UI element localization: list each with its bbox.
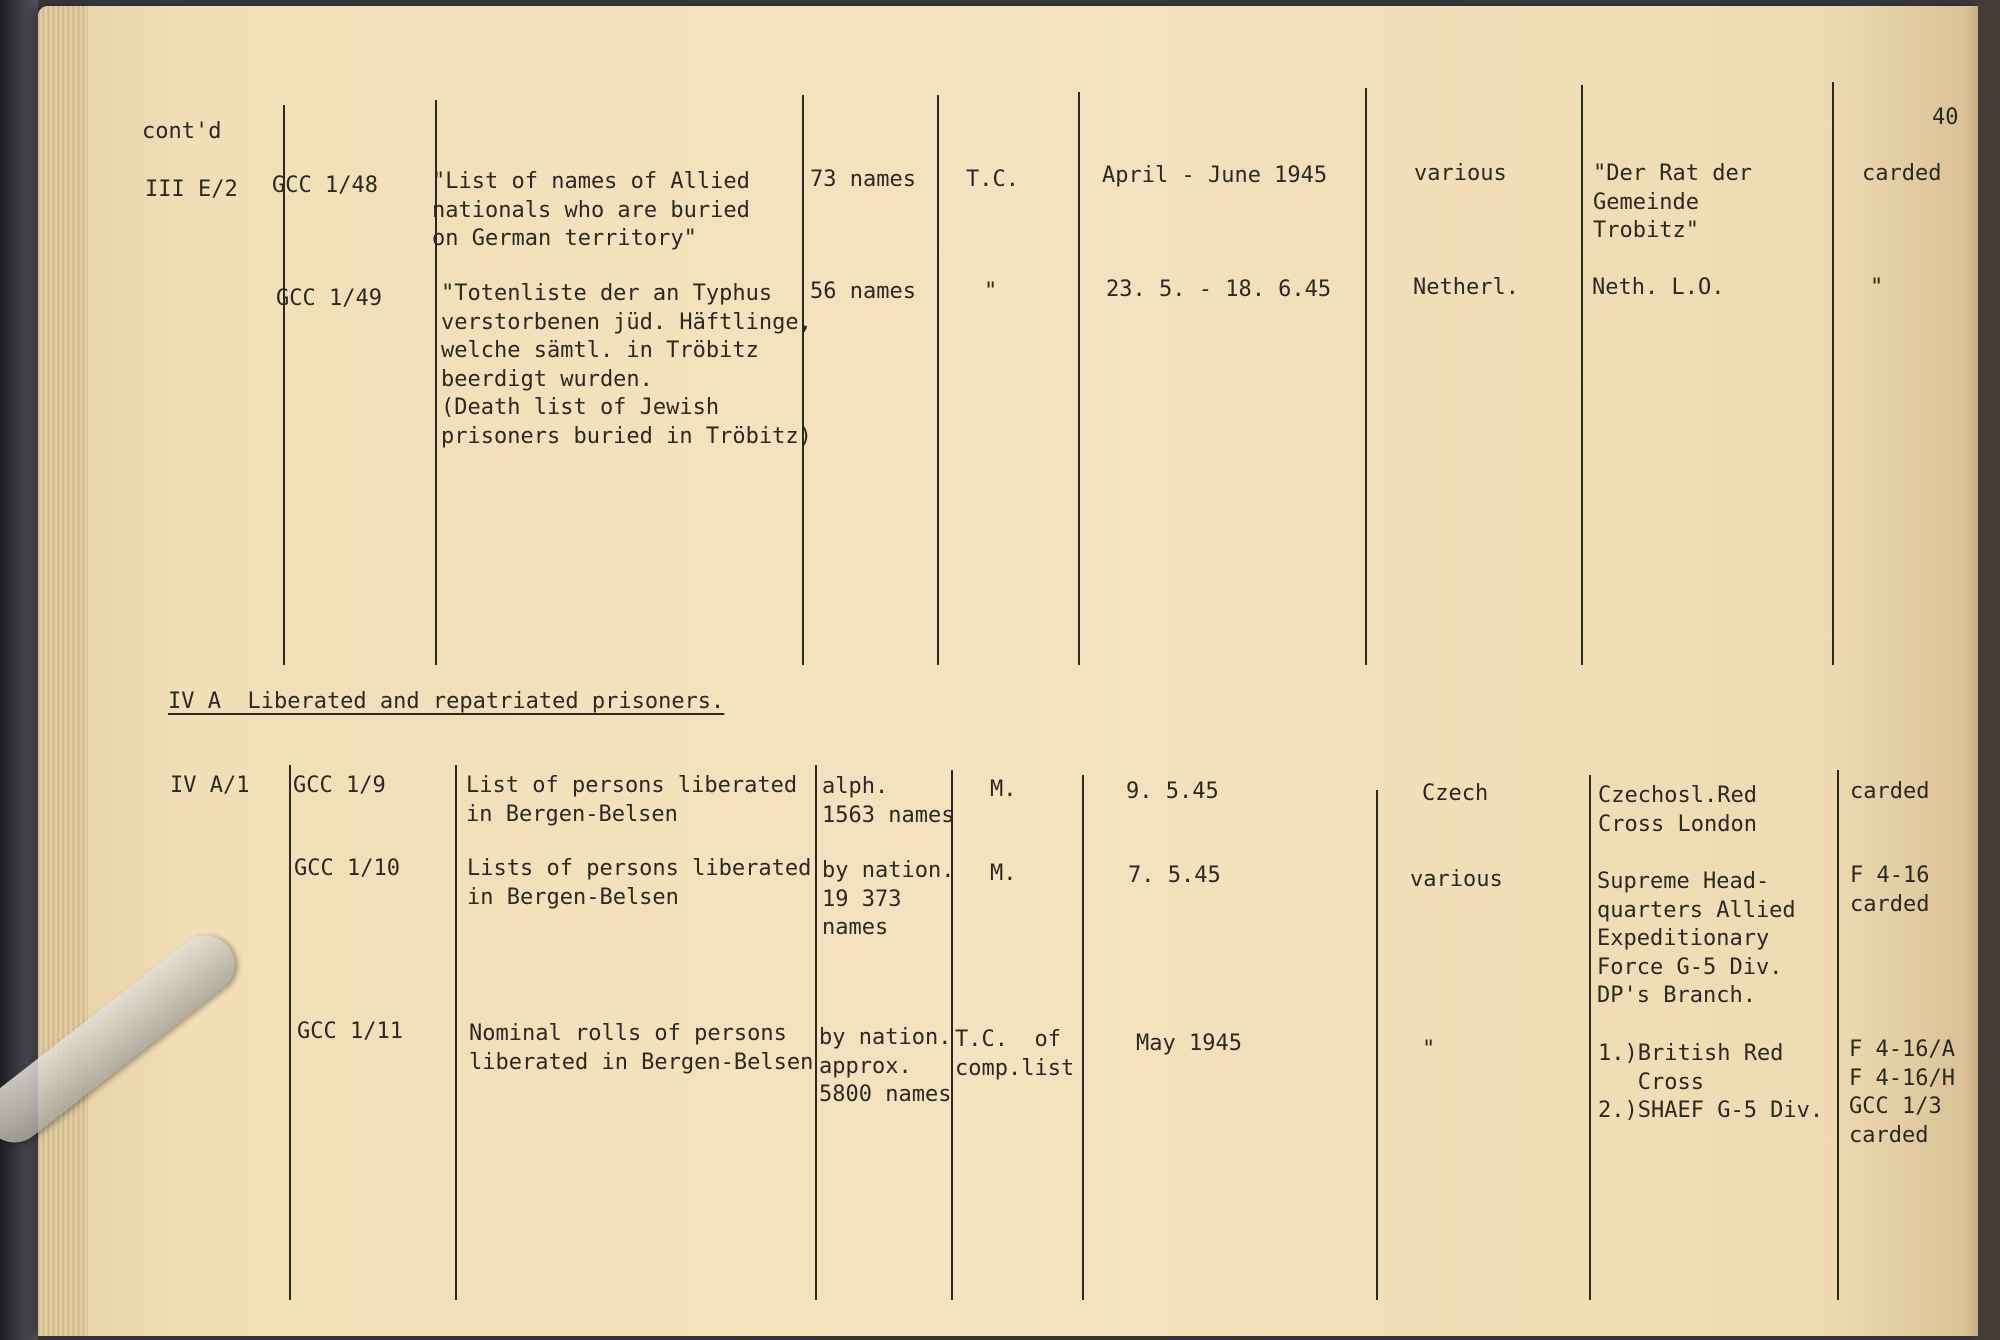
row-count: by nation. 19 373 names <box>822 858 955 940</box>
row-count: alph. 1563 names <box>822 774 955 828</box>
row-date: 23. 5. - 18. 6.45 <box>1106 277 1332 302</box>
row-status: " <box>1870 275 1884 300</box>
column-divider <box>815 765 817 1300</box>
row-title: Lists of persons liberated in Bergen-Belsen <box>467 856 812 910</box>
row-type: " <box>984 279 998 304</box>
row-ref: III E/2 <box>145 177 238 202</box>
row-source: 1.)British Red Cross 2.)SHAEF G-5 Div. <box>1598 1041 1824 1123</box>
column-divider <box>1376 790 1378 1300</box>
row-status: carded <box>1850 779 1930 804</box>
column-divider <box>1078 92 1080 665</box>
row-code: GCC 1/49 <box>276 286 382 311</box>
row-code: GCC 1/48 <box>272 173 378 198</box>
page-number: 40 <box>1932 105 1959 130</box>
row-code: GCC 1/9 <box>293 773 386 798</box>
column-divider <box>289 765 291 1300</box>
column-divider <box>455 765 457 1300</box>
section-heading: IV A Liberated and repatriated prisoners. <box>168 689 725 714</box>
row-source: Supreme Head- quarters Allied Expeditionary Force G-5 Div. DP's Branch. <box>1597 869 1796 1008</box>
row-type: M. <box>990 777 1017 802</box>
column-divider <box>1589 775 1591 1300</box>
row-type: T.C. <box>966 167 1019 192</box>
row-title: List of persons liberated in Bergen-Belsen <box>466 773 798 827</box>
row-source: Czechosl.Red Cross London <box>1598 783 1757 837</box>
row-count: by nation. approx. 5800 names <box>819 1025 952 1107</box>
continued-label: cont'd <box>142 119 222 144</box>
row-date: 7. 5.45 <box>1128 863 1221 888</box>
row-nationality: various <box>1410 867 1503 892</box>
column-divider <box>937 95 939 665</box>
row-count: 73 names <box>810 167 916 192</box>
row-count: 56 names <box>810 279 916 304</box>
column-divider <box>1581 85 1583 665</box>
row-nationality: Czech <box>1422 781 1489 806</box>
column-divider <box>1365 88 1367 665</box>
row-title: "List of names of Allied nationals who are buried on German territory" <box>432 169 750 251</box>
row-nationality: various <box>1414 161 1507 186</box>
row-status: carded <box>1862 161 1942 186</box>
row-ref: IV A/1 <box>170 773 250 798</box>
row-type: T.C. of comp.list <box>955 1027 1075 1081</box>
row-status: F 4-16/A F 4-16/H GCC 1/3 carded <box>1849 1037 1955 1148</box>
page-edges <box>38 6 88 1336</box>
row-code: GCC 1/10 <box>294 856 400 881</box>
row-date: 9. 5.45 <box>1126 779 1219 804</box>
row-date: May 1945 <box>1136 1031 1242 1056</box>
row-nationality: Netherl. <box>1413 275 1519 300</box>
row-source: Neth. L.O. <box>1592 275 1725 300</box>
row-type: M. <box>990 861 1017 886</box>
page-curl-shadow <box>1966 0 2000 1340</box>
row-title: Nominal rolls of persons liberated in Bergen-Belsen <box>469 1021 814 1075</box>
row-status: F 4-16 carded <box>1850 863 1930 917</box>
row-code: GCC 1/11 <box>297 1019 403 1044</box>
column-divider <box>1082 775 1084 1300</box>
column-divider <box>1837 770 1839 1300</box>
row-nationality: " <box>1422 1037 1436 1062</box>
row-source: "Der Rat der Gemeinde Trobitz" <box>1593 161 1752 243</box>
row-date: April - June 1945 <box>1102 163 1328 188</box>
column-divider <box>1832 82 1834 665</box>
row-title: "Totenliste der an Typhus verstorbenen jüd. Häftlinge, welche sämtl. in Tröbitz beerdigt wurden. (Death list of Jewish prisoners buried in Tröbitz) <box>441 281 812 449</box>
